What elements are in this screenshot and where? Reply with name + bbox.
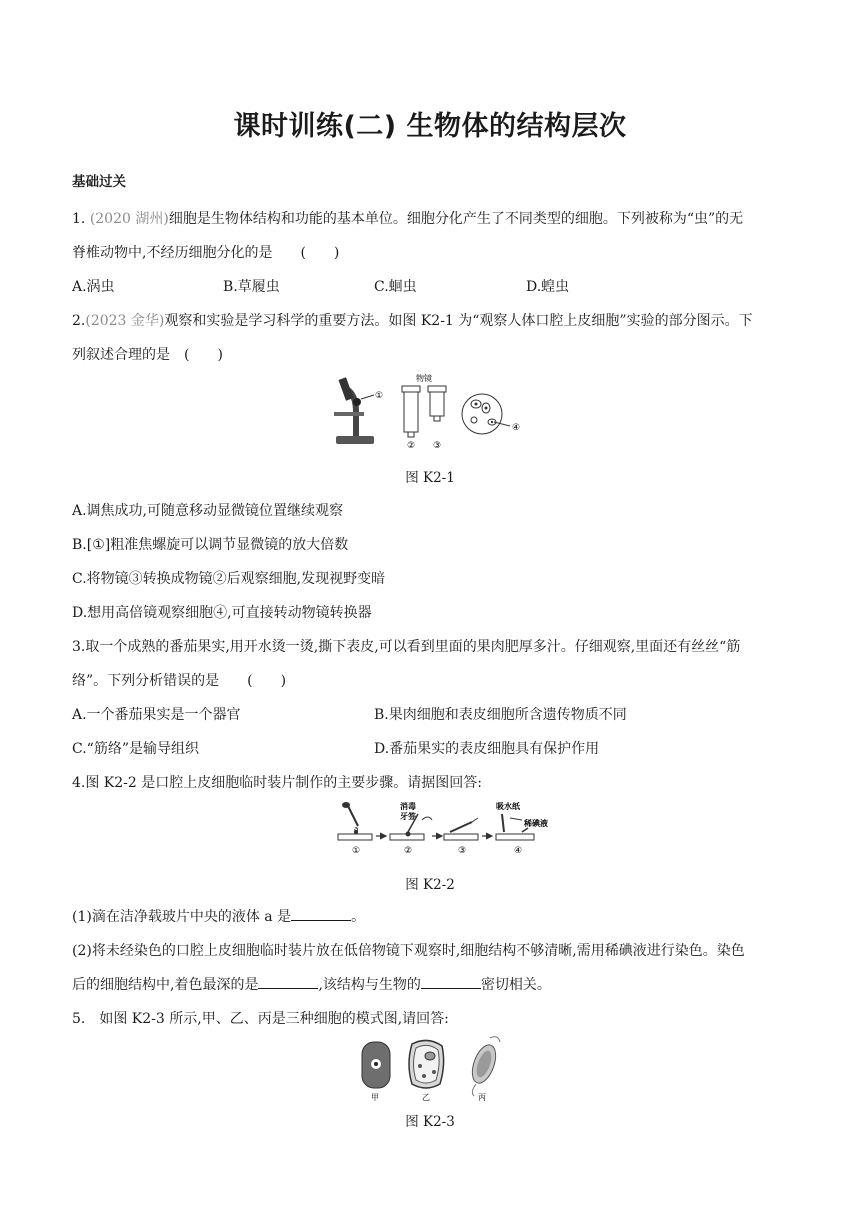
q1-source: (2020 湖州) <box>89 211 169 227</box>
q1-option-c: C.蛔虫 <box>374 279 417 295</box>
objective-short-icon <box>428 386 446 421</box>
q4-sub2-line2 <box>72 974 551 994</box>
q2-number: 2. <box>72 313 86 329</box>
page-title: 课时训练(二) 生物体的结构层次 <box>233 111 627 142</box>
label-objective: 物镜 <box>416 374 432 383</box>
q1-option-b: B.草履虫 <box>223 279 280 295</box>
bacterium-icon <box>468 1037 500 1096</box>
step-2-label: ② <box>404 846 413 856</box>
q3-line2: 络”。下列分析错误的是 ( ) <box>72 673 287 689</box>
label-jia: 甲 <box>371 1093 379 1102</box>
q3-option-b: B.果肉细胞和表皮细胞所含遗传物质不同 <box>374 707 627 723</box>
label-circle-4: ④ <box>512 423 521 433</box>
step-1-label: ① <box>352 846 361 856</box>
section-heading: 基础过关 <box>72 174 126 190</box>
q2-line2: 列叙述合理的是 ( ) <box>72 347 223 363</box>
q2-option-d: D.想用高倍镜观察细胞④,可直接转动物镜转换器 <box>72 605 372 621</box>
field-of-view-icon <box>462 394 510 434</box>
q2-line1 <box>72 310 753 330</box>
q1-line1 <box>72 208 743 228</box>
coverslip-icon <box>444 818 478 840</box>
q4-sub2-text-a: 后的细胞结构中,着色最深的是 <box>72 977 259 993</box>
objective-long-icon <box>402 386 420 437</box>
label-yi: 乙 <box>422 1093 430 1102</box>
q2-source: (2023 金华) <box>85 313 165 329</box>
q1-option-a: A.涡虫 <box>72 279 115 295</box>
q1-option-d: D.蝗虫 <box>526 279 570 295</box>
caption-k2-3: 图 K2-3 <box>405 1114 455 1130</box>
q1-line2: 脊椎动物中,不经历细胞分化的是 ( ) <box>72 245 340 261</box>
q4-sub1-text: (1)滴在洁净载玻片中央的液体 a 是 <box>72 909 292 925</box>
label-disinfect: 消毒 <box>400 802 416 811</box>
label-circle-1: ① <box>375 391 384 401</box>
label-blotting-paper: 吸水纸 <box>496 802 520 811</box>
q3-option-d: D.番茄果实的表皮细胞具有保护作用 <box>374 741 600 757</box>
figure-k2-3 <box>350 1034 510 1106</box>
microscope-icon <box>334 377 374 444</box>
plant-cell-icon <box>409 1040 444 1088</box>
figure-k2-1 <box>330 372 530 452</box>
label-circle-3: ③ <box>433 441 442 451</box>
q4-sub1 <box>72 906 365 926</box>
q3-option-c: C.“筋络”是输导组织 <box>72 741 199 757</box>
q4-sub1-end: 。 <box>351 909 366 925</box>
dropper-icon <box>338 802 372 840</box>
animal-cell-icon <box>362 1042 390 1088</box>
caption-k2-1: 图 K2-1 <box>405 470 455 486</box>
answer-blank-3[interactable] <box>421 976 481 989</box>
label-circle-2: ② <box>407 441 416 451</box>
q4-sub2-text-c: 密切相关。 <box>480 977 551 993</box>
q5-line1: 5. 如图 K2-3 所示,甲、乙、丙是三种细胞的模式图,请回答: <box>72 1011 449 1027</box>
q2-text: 观察和实验是学习科学的重要方法。如图 K2-1 为“观察人体口腔上皮细胞”实验的部分图示。下 <box>164 313 753 329</box>
answer-blank-2[interactable] <box>258 976 318 989</box>
q2-option-a: A.调焦成功,可随意移动显微镜位置继续观察 <box>72 503 344 519</box>
q2-option-c: C.将物镜③转换成物镜②后观察细胞,发现视野变暗 <box>72 571 386 587</box>
label-iodine: 稀碘液 <box>524 819 548 828</box>
q4-line1: 4.图 K2-2 是口腔上皮细胞临时装片制作的主要步骤。请据图回答: <box>72 775 482 791</box>
q1-number: 1. <box>72 211 90 227</box>
q3-option-a: A.一个番茄果实是一个器官 <box>72 707 241 723</box>
step-3-label: ③ <box>458 846 467 856</box>
q2-option-b: B.[①]粗准焦螺旋可以调节显微镜的放大倍数 <box>72 537 349 553</box>
q4-sub2-line1: (2)将未经染色的口腔上皮细胞临时装片放在低倍物镜下观察时,细胞结构不够清晰,需用稀碘液进行染色。染色 <box>72 943 745 959</box>
q3-line1: 3.取一个成熟的番茄果实,用开水烫一烫,撕下表皮,可以看到里面的果肉肥厚多汁。仔细观察,里面还有丝丝“筋 <box>72 639 741 655</box>
q1-text: 细胞是生物体结构和功能的基本单位。细胞分化产生了不同类型的细胞。下列被称为“虫”的无 <box>168 211 744 227</box>
step-4-label: ④ <box>514 846 523 856</box>
answer-blank-1[interactable] <box>291 908 351 921</box>
label-bing: 丙 <box>478 1093 486 1102</box>
q4-sub2-text-b: ,该结构与生物的 <box>318 977 421 993</box>
label-toothpick: 牙签 <box>400 812 416 821</box>
figure-k2-2 <box>332 800 558 860</box>
label-a: a <box>354 825 359 833</box>
caption-k2-2: 图 K2-2 <box>405 877 455 893</box>
